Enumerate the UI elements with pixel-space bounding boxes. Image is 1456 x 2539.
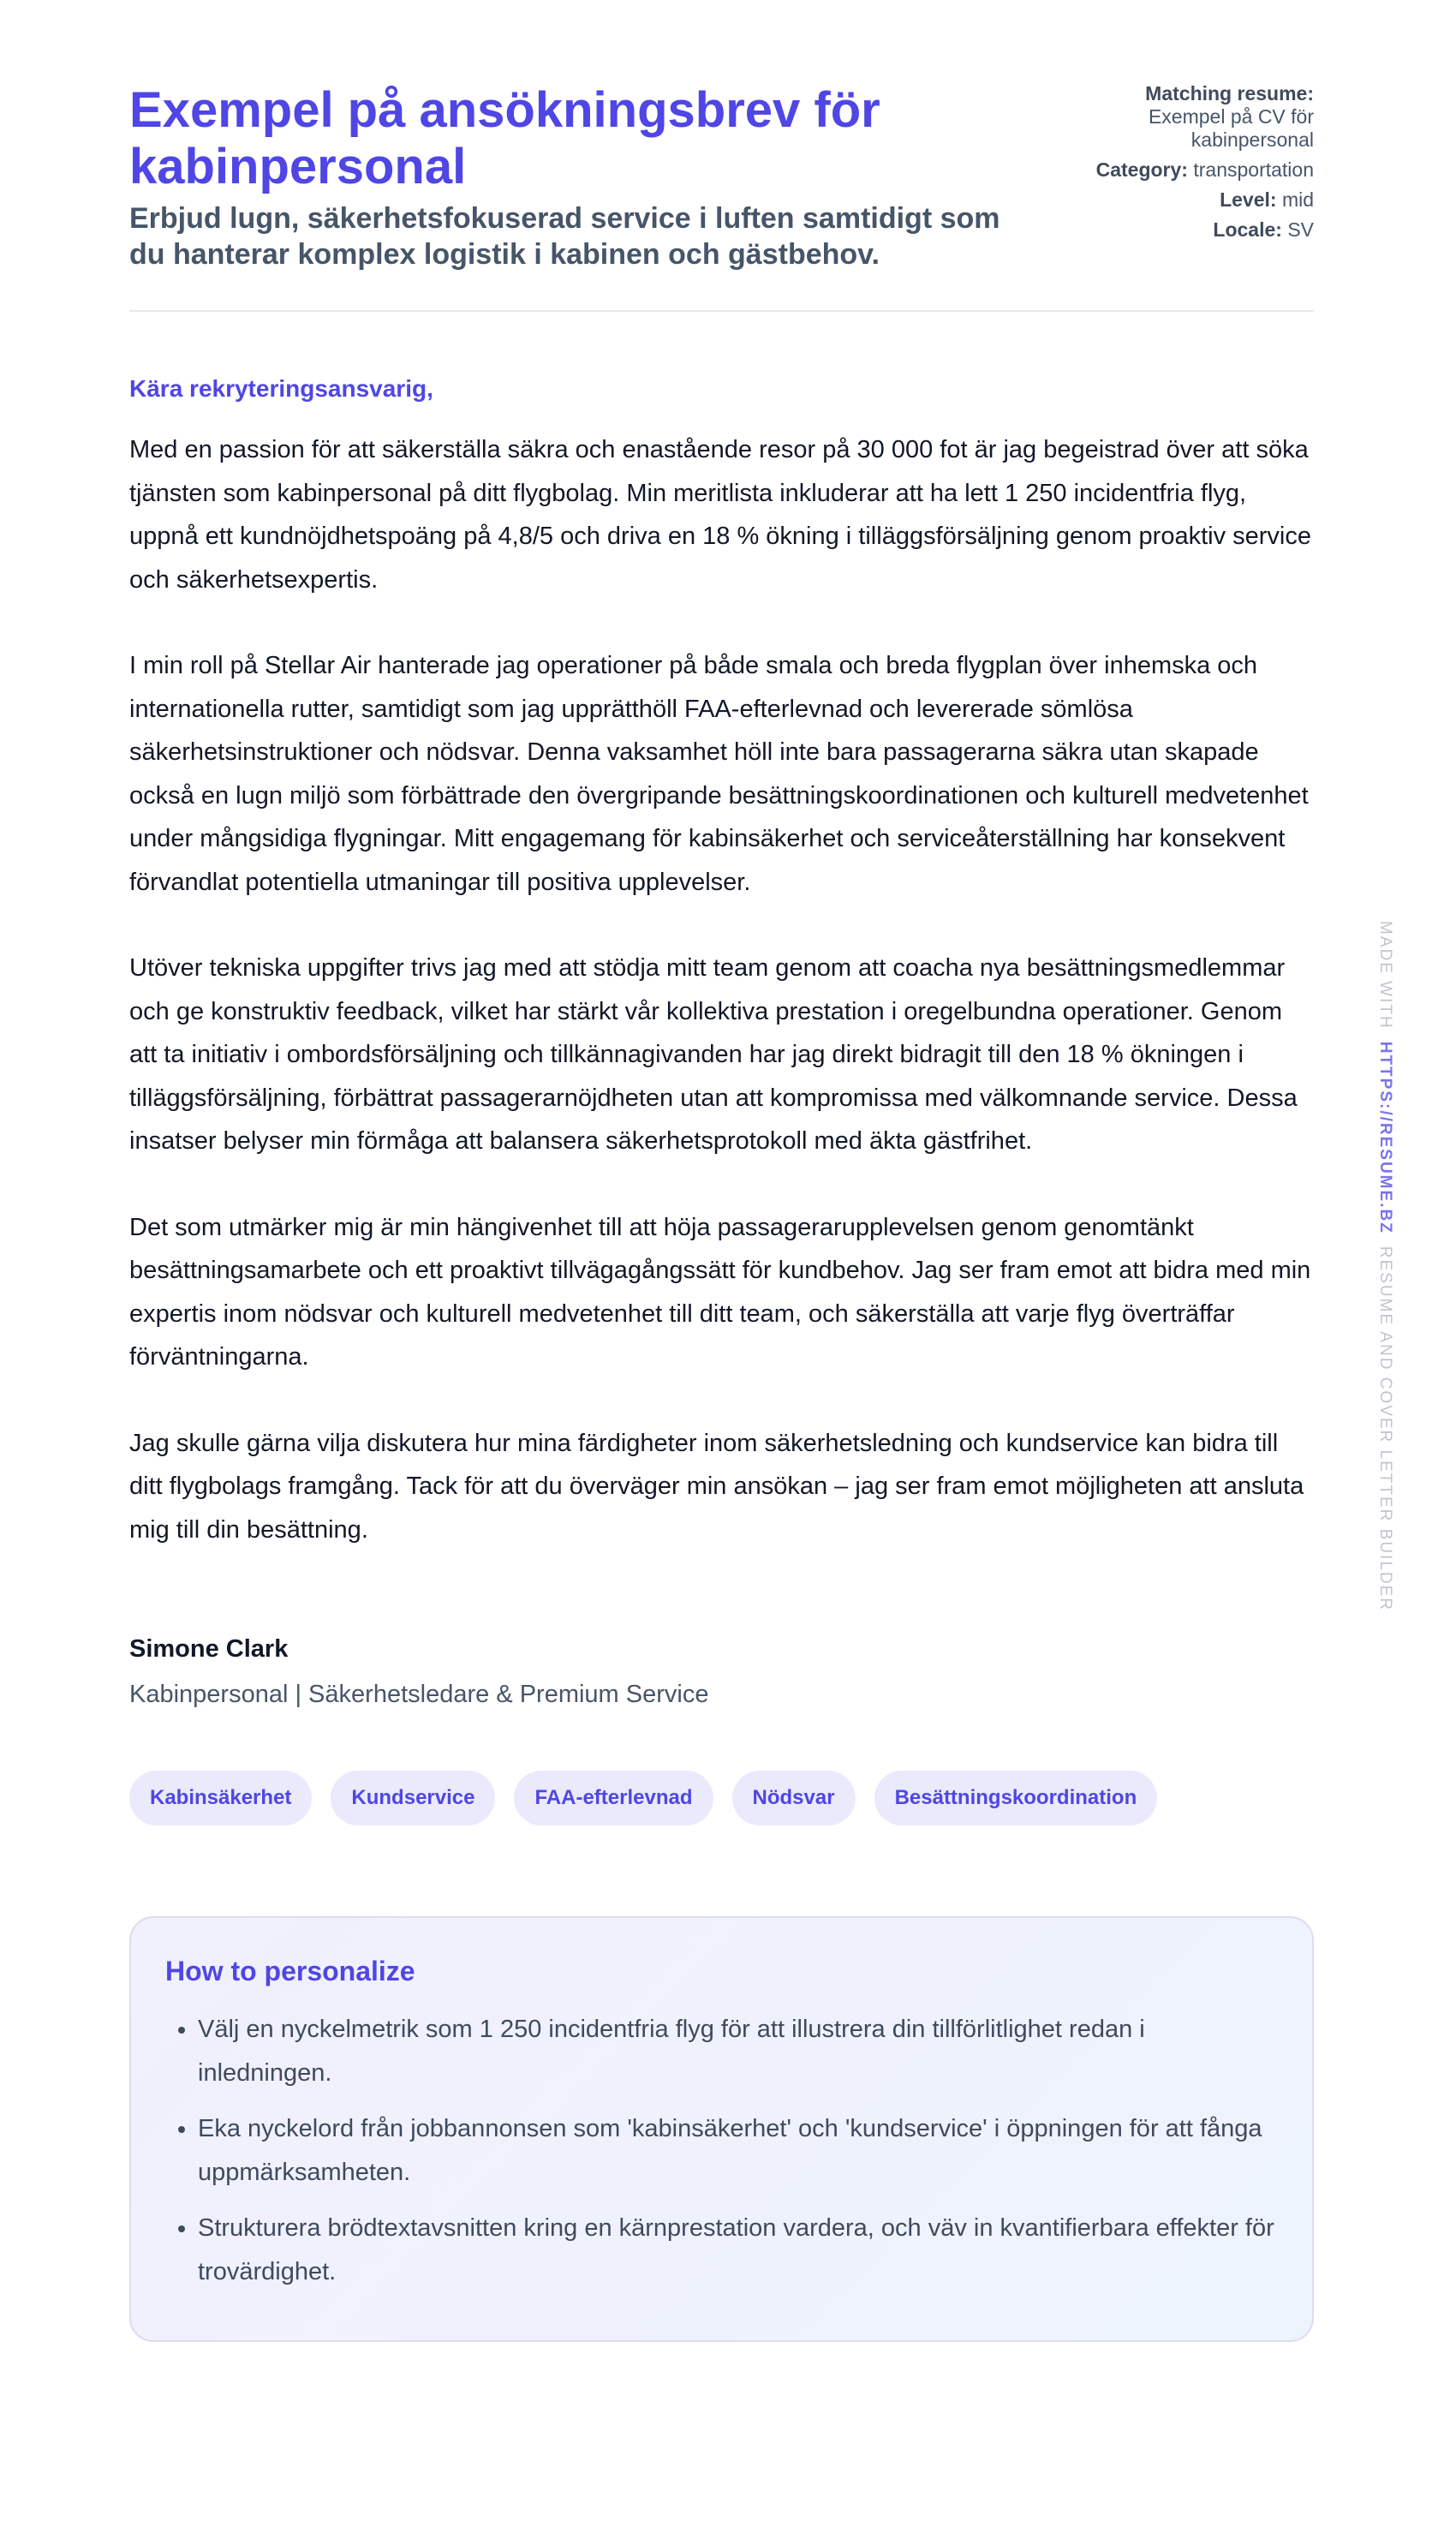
letter-paragraph: Utöver tekniska uppgifter trivs jag med att stödja mitt team genom att coacha nya besättningsmedlemmar och ge konstruktiv feedback, vilket har stärkt vår kollektiva prestation i oregelbundna operationer. Genom att ta initiativ i ombordsförsäljning och tillkännagivanden har jag direkt bidragit till den 18 % ökningen i tilläggsförsäljning, förbättrat passagerarnöjdheten utan att kompromissa med välkomnande service. Dessa insatser belyser min förmåga att balansera säkerhetsprotokoll med äkta gästfrihet. [129, 954, 1298, 1155]
meta-category [1057, 158, 1314, 182]
skill-tag: Besättningskoordination [874, 1771, 1158, 1825]
meta-label: Matching resume: [1145, 82, 1314, 105]
meta-value: mid [1281, 188, 1314, 211]
meta-matching-resume [1057, 82, 1314, 152]
skill-tags [129, 1771, 1314, 1825]
meta-value: transportation [1193, 158, 1314, 181]
meta-label: Level: [1220, 188, 1277, 211]
watermark-suffix: RESUME AND COVER LETTER BUILDER [1376, 1246, 1394, 1612]
watermark-prefix: MADE WITH [1376, 921, 1394, 1030]
letter-paragraph: I min roll på Stellar Air hanterade jag operationer på både smala och breda flygplan över inhemska och internationella rutter, samtidigt som jag upprätthöll FAA-efterlevnad och levererade sömlösa säkerhetsinstruktioner och nödsvar. Denna vaksamhet höll inte bara passagerarna säkra utan skapade också en lugn miljö som förbättrade den övergripande besättningskoordinationen och kulturell medvetenhet under mångsidiga flygningar. Mitt engagemang för kabinsäkerhet och serviceåterställning har konsekvent förvandlat potentiella utmaningar till positiva upplevelser. [129, 652, 1309, 896]
header [129, 0, 1314, 312]
watermark [1375, 921, 1394, 1611]
page-title: Exempel på ansökningsbrev för kabinpersonal [129, 82, 880, 194]
title-block [129, 82, 1037, 272]
skill-tag: Kundservice [331, 1771, 495, 1825]
skill-tag: Kabinsäkerhet [129, 1771, 312, 1825]
tips-title: How to personalize [165, 1956, 415, 1986]
meta-panel [1057, 82, 1314, 272]
page-subtitle: Erbjud lugn, säkerhetsfokuserad service i luften samtidigt som du hanterar komplex logistik i kabinen och gästbehov. [129, 202, 1000, 271]
tip-item: • Välj en nyckelmetrik som 1 250 incidentfria flyg för att illustrera din tillförlitlighet redan i inledningen. [198, 2008, 1278, 2094]
meta-locale [1057, 218, 1314, 242]
skill-tag: Nödsvar [732, 1771, 856, 1825]
cover-letter-page [129, 0, 1314, 2342]
letter-paragraph: Jag skulle gärna vilja diskutera hur mina färdigheter inom säkerhetsledning och kundservice kan bidra till ditt flygbolags framgång. Tack för att du överväger min ansökan – jag ser fram emot möjligheten att ansluta mig till din besättning. [129, 1429, 1304, 1544]
watermark-link[interactable]: HTTPS://RESUME.BZ [1376, 1041, 1394, 1234]
meta-label: Category: [1095, 158, 1188, 181]
meta-level [1057, 188, 1314, 212]
meta-value: SV [1287, 218, 1314, 241]
tip-item: • Eka nyckelord från jobbannonsen som 'kabinsäkerhet' och 'kundservice' i öppningen för att fånga uppmärksamheten. [198, 2107, 1278, 2194]
signature-name: Simone Clark [129, 1635, 289, 1663]
letter-paragraph: Det som utmärker mig är min hängivenhet till att höja passagerarupplevelsen genom genomtänkt besättningsamarbete och ett proaktivt tillvägagångssätt för kundbehov. Jag ser fram emot att bidra med min expertis inom nödsvar och kulturell medvetenhet till ditt team, och säkerställa att varje flyg överträffar förväntningarna. [129, 1213, 1311, 1371]
tip-item: • Strukturera brödtextavsnitten kring en kärnprestation vardera, och väv in kvantifierbara effekter för trovärdighet. [198, 2207, 1278, 2293]
skill-tag: FAA-efterlevnad [514, 1771, 713, 1825]
signature-role: Kabinpersonal | Säkerhetsledare & Premium Service [129, 1681, 709, 1708]
personalize-tips-box [129, 1916, 1314, 2342]
tips-list [165, 2008, 1278, 2293]
letter-paragraph: Med en passion för att säkerställa säkra och enastående resor på 30 000 fot är jag begeistrad över att söka tjänsten som kabinpersonal på ditt flygbolag. Min meritlista inkluderar att ha lett 1 250 incidentfria flyg, uppnå ett kundnöjdhetspoäng på 4,8/5 och driva en 18 % ökning i tilläggsförsäljning genom proaktiv service och säkerhetsexpertis. [129, 436, 1312, 594]
matching-resume-link[interactable]: Exempel på CV för kabinpersonal [1148, 105, 1314, 151]
greeting: Kära rekryteringsansvarig, [129, 375, 433, 402]
meta-label: Locale: [1213, 218, 1282, 241]
